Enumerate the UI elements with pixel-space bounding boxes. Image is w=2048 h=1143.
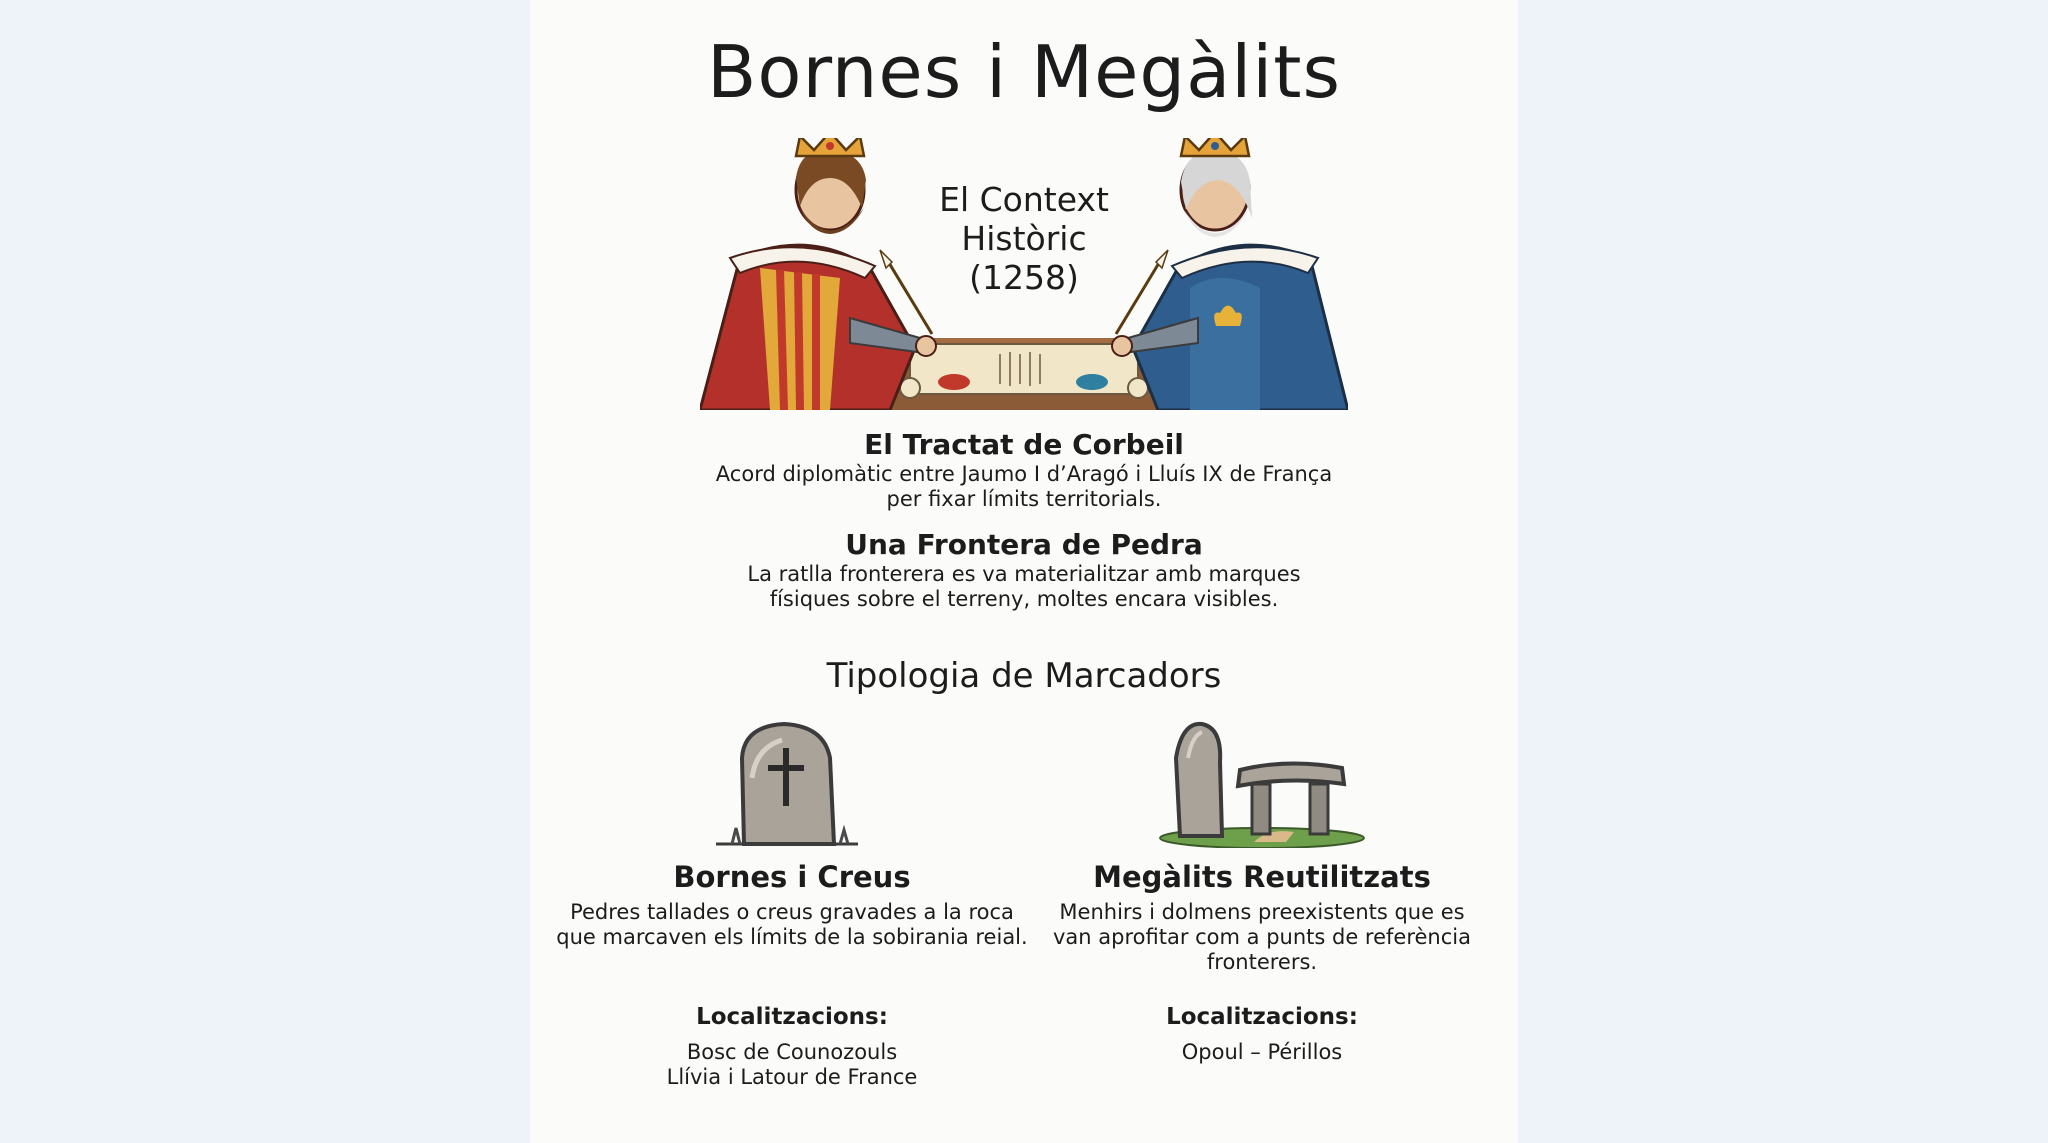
card-heading: Megàlits Reutilitzats	[1093, 860, 1431, 894]
stone-frontier-heading: Una Frontera de Pedra	[845, 528, 1203, 561]
historical-context-label	[770, 180, 1278, 297]
page-title: Bornes i Megàlits	[707, 30, 1341, 114]
boundary-stone-cross-icon	[712, 718, 862, 848]
text-line: La ratlla fronterera es va materialitzar amb marques	[747, 562, 1301, 586]
location-item: Opoul – Périllos	[1181, 1040, 1343, 1064]
card-text-line: Pedres tallades o creus gravades a la roca	[570, 900, 1014, 924]
treaty-heading: El Tractat de Corbeil	[864, 428, 1184, 461]
document-page	[530, 0, 1518, 1143]
card-heading: Bornes i Creus	[673, 860, 911, 894]
locations-label: Localitzacions:	[696, 1004, 888, 1030]
text-line: físiques sobre el terreny, moltes encara visibles.	[769, 587, 1279, 611]
card-text-line: que marcaven els límits de la sobirania reial.	[556, 925, 1028, 949]
context-line: El Context	[939, 180, 1109, 219]
card-text-line: fronterers.	[1206, 950, 1318, 974]
treaty-text	[634, 462, 1414, 512]
card-text-line: van aprofitar com a punts de referència	[1053, 925, 1471, 949]
context-line: (1258)	[969, 258, 1079, 297]
context-line: Històric	[961, 219, 1087, 258]
location-item: Llívia i Latour de France	[666, 1065, 918, 1089]
menhir-dolmen-icon	[1158, 718, 1366, 848]
reused-megaliths-card	[1042, 860, 1482, 975]
typology-heading: Tipologia de Marcadors	[826, 656, 1222, 696]
text-line: per fixar límits territorials.	[886, 487, 1162, 511]
text-line: Acord diplomàtic entre Jaumo I d’Aragó i Lluís IX de França	[715, 462, 1333, 486]
stone-frontier-text	[634, 562, 1414, 612]
location-item: Bosc de Counozouls	[686, 1040, 898, 1064]
reused-megaliths-locations	[1042, 1004, 1482, 1065]
boundary-markers-card	[530, 860, 1054, 950]
card-text-line: Menhirs i dolmens preexistents que es	[1059, 900, 1465, 924]
boundary-markers-locations	[530, 1004, 1054, 1090]
locations-label: Localitzacions:	[1166, 1004, 1358, 1030]
